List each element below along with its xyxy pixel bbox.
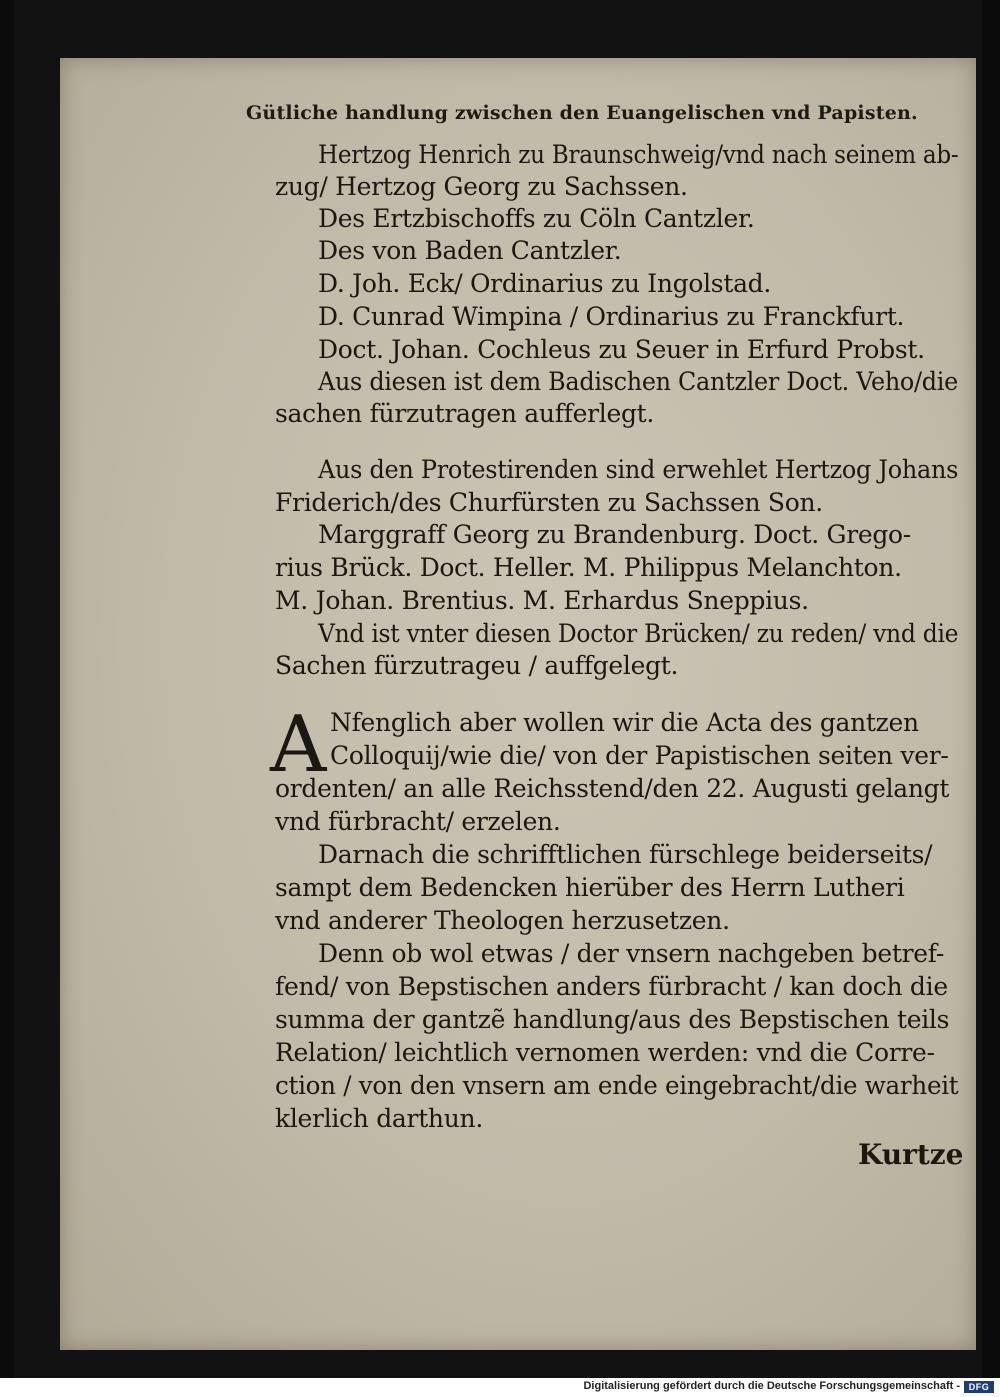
text-line: Aus den Protestirenden sind erwehlet Hertzog Johans — [318, 455, 959, 484]
text-line: Aus diesen ist dem Badischen Cantzler Doct. Veho/die — [318, 367, 958, 396]
text-line: Doct. Johan. Cochleus zu Seuer in Erfurd Probst. — [318, 335, 925, 364]
text-line: Denn ob wol etwas / der vnsern nachgeben betref- — [318, 939, 944, 968]
text-line: fend/ von Bepstischen anders fürbracht / kan doch die — [275, 972, 948, 1001]
text-line: M. Johan. Brentius. M. Erhardus Sneppius. — [275, 586, 809, 615]
text-line: Colloquij/wie die/ von der Papistischen seiten ver- — [330, 741, 949, 770]
drop-cap: A — [270, 700, 327, 790]
text-line: Hertzog Henrich zu Braunschweig/vnd nach seinem ab- — [318, 140, 959, 169]
text-line: D. Joh. Eck/ Ordinarius zu Ingolstad. — [318, 269, 772, 298]
text-line: Des Ertzbischoffs zu Cöln Cantzler. — [318, 204, 755, 233]
text-line: summa der gantzẽ handlung/aus des Bepstischen teils — [275, 1005, 950, 1034]
text-line: Relation/ leichtlich vernomen werden: vnd die Corre- — [275, 1038, 935, 1067]
text-line: sachen fürzutragen aufferlegt. — [275, 399, 655, 428]
text-line: Nfenglich aber wollen wir die Acta des gantzen — [330, 708, 919, 737]
funding-credit: Digitalisierung gefördert durch die Deutsche Forschungsgemeinschaft - — [583, 1380, 960, 1392]
text-line: ordenten/ an alle Reichsstend/den 22. Augusti gelangt — [275, 774, 950, 803]
text-line: Darnach die schrifftlichen fürschlege beiderseits/ — [318, 840, 933, 869]
catchword: Kurtze — [858, 1138, 964, 1171]
text-line: vnd anderer Theologen herzusetzen. — [275, 906, 730, 935]
text-line: rius Brück. Doct. Heller. M. Philippus Melanchton. — [275, 553, 902, 582]
text-line: Friderich/des Churfürsten zu Sachssen Son. — [275, 488, 823, 517]
text-line: ction / von den vnsern am ende eingebracht/die warheit — [275, 1071, 959, 1100]
text-line: vnd fürbracht/ erzelen. — [275, 807, 561, 836]
text-line: sampt dem Bedencken hierüber des Herrn Lutheri — [275, 873, 905, 902]
text-line: Marggraff Georg zu Brandenburg. Doct. Grego- — [318, 520, 911, 549]
text-line: D. Cunrad Wimpina / Ordinarius zu Franckfurt. — [318, 302, 905, 331]
text-line: Vnd ist vnter diesen Doctor Brücken/ zu reden/ vnd die — [318, 619, 959, 648]
text-line: Des von Baden Cantzler. — [318, 236, 622, 265]
running-head: Gütliche handlung zwischen den Euangelischen vnd Papisten. — [246, 102, 918, 124]
text-line: zug/ Hertzog Georg zu Sachssen. — [275, 172, 688, 201]
text-line: Sachen fürzutrageu / auffgelegt. — [275, 651, 679, 680]
dfg-logo: DFG — [964, 1381, 994, 1393]
text-line: klerlich darthun. — [275, 1104, 483, 1133]
